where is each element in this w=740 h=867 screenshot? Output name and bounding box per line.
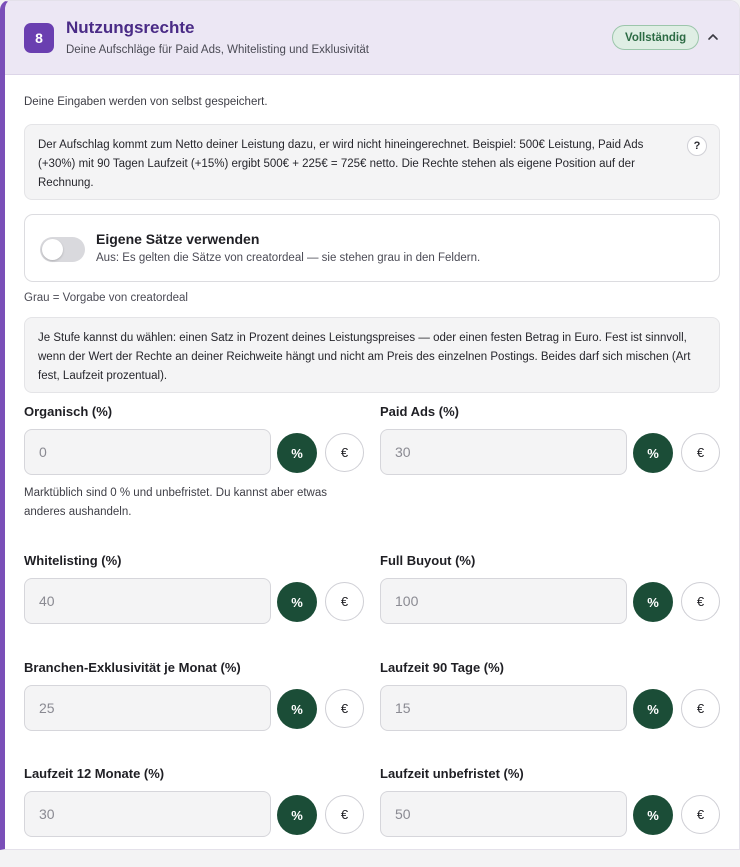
mode-info-text: Je Stufe kannst du wählen: einen Satz in Prozent deines Leistungspreises — oder einen festen Betrag in Euro. Fest ist sinnvoll, wenn der Wert der Rechte an deiner Reichweite hängt und nicht am Preis des einzelnen Postings. Beides darf sich mischen (Art fest, Laufzeit prozentual). <box>38 332 691 382</box>
field-label: Laufzeit unbefristet (%) <box>380 766 524 781</box>
field-whitelisting <box>24 553 364 625</box>
percent-button[interactable]: % <box>277 433 317 473</box>
organisch-input[interactable] <box>24 429 271 475</box>
custom-rates-card <box>24 214 720 282</box>
field-full-buyout <box>380 553 720 625</box>
percent-button[interactable]: % <box>277 795 317 835</box>
field-label: Laufzeit 90 Tage (%) <box>380 660 505 675</box>
field-laufzeit-12 <box>24 766 364 838</box>
field-paid-ads <box>380 404 720 476</box>
organisch-note: Marktüblich sind 0 % und unbefristet. Du kannst aber etwas anderes aushandeln. <box>24 487 327 518</box>
percent-button[interactable]: % <box>633 795 673 835</box>
chevron-up-icon[interactable] <box>705 29 721 45</box>
field-label: Organisch (%) <box>24 404 113 419</box>
euro-button[interactable]: € <box>681 689 720 728</box>
euro-button[interactable]: € <box>681 795 720 834</box>
status-badge: Vollständig <box>612 25 699 50</box>
exklusivitaet-input[interactable] <box>24 685 271 731</box>
field-laufzeit-unbefristet <box>380 766 720 838</box>
percent-button[interactable]: % <box>277 689 317 729</box>
whitelisting-input[interactable] <box>24 578 271 624</box>
field-label: Branchen-Exklusivität je Monat (%) <box>24 660 241 675</box>
field-label: Full Buyout (%) <box>380 553 476 568</box>
field-label: Laufzeit 12 Monate (%) <box>24 766 165 781</box>
field-label: Whitelisting (%) <box>24 553 122 568</box>
euro-button[interactable]: € <box>325 433 364 472</box>
laufzeit-90-input[interactable] <box>380 685 627 731</box>
field-laufzeit-90 <box>380 660 720 732</box>
laufzeit-unbefristet-input[interactable] <box>380 791 627 837</box>
percent-button[interactable]: % <box>633 582 673 622</box>
percent-button[interactable]: % <box>633 689 673 729</box>
mode-info-box <box>24 317 720 393</box>
field-exklusivitaet <box>24 660 364 732</box>
euro-button[interactable]: € <box>681 433 720 472</box>
field-organisch <box>24 404 364 524</box>
full-buyout-input[interactable] <box>380 578 627 624</box>
section-title: Nutzungsrechte <box>66 18 195 37</box>
custom-rates-toggle[interactable] <box>40 237 85 262</box>
help-icon[interactable]: ? <box>687 136 707 156</box>
custom-rates-subtitle: Aus: Es gelten die Sätze von creatordeal — sie stehen grau in den Feldern. <box>96 252 481 264</box>
percent-button[interactable]: % <box>277 582 317 622</box>
paid-ads-input[interactable] <box>380 429 627 475</box>
euro-button[interactable]: € <box>681 582 720 621</box>
markup-info-box <box>24 124 720 200</box>
section-header[interactable] <box>5 1 739 75</box>
laufzeit-12-input[interactable] <box>24 791 271 837</box>
section-subtitle: Deine Aufschläge für Paid Ads, Whitelisting und Exklusivität <box>66 44 369 56</box>
euro-button[interactable]: € <box>325 689 364 728</box>
custom-rates-title: Eigene Sätze verwenden <box>96 231 260 247</box>
autosave-note: Deine Eingaben werden von selbst gespeichert. <box>24 96 268 108</box>
step-number-badge: 8 <box>24 23 54 53</box>
percent-button[interactable]: % <box>633 433 673 473</box>
toggle-knob <box>42 239 63 260</box>
markup-info-text: Der Aufschlag kommt zum Netto deiner Leistung dazu, er wird nicht hineingerechnet. Beispiel: 500€ Leistung, Paid Ads (+30%) mit 90 Tagen Laufzeit (+15%) ergibt 500€ + 225€ = 725€ netto. Die Rechte stehen als eigene Position auf der Rechnung. <box>38 139 644 189</box>
euro-button[interactable]: € <box>325 795 364 834</box>
field-label: Paid Ads (%) <box>380 404 459 419</box>
grey-default-hint: Grau = Vorgabe von creatordeal <box>24 292 188 304</box>
euro-button[interactable]: € <box>325 582 364 621</box>
